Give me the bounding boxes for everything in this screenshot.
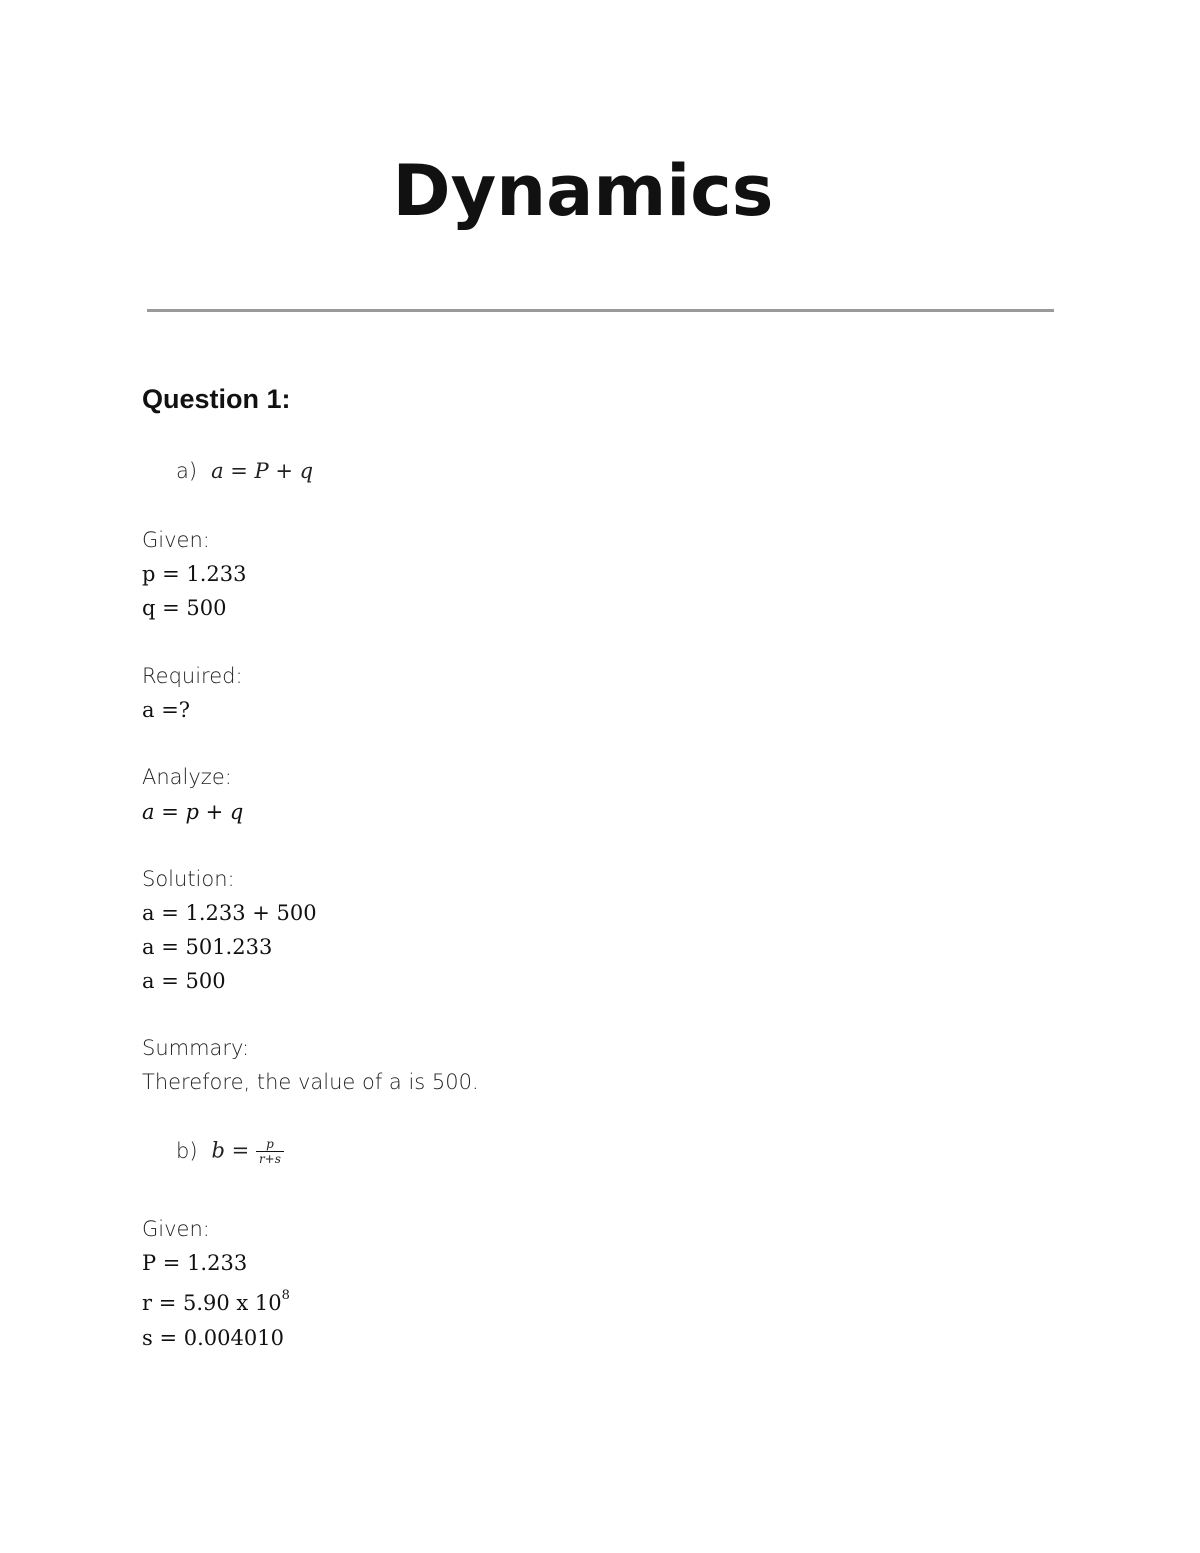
given-b-line-2: [142, 1288, 290, 1315]
part-b-marker: b): [176, 1138, 198, 1163]
horizontal-divider: [147, 309, 1054, 312]
part-a-formula: a = P + q: [211, 459, 314, 483]
solution-a-line-2: a = 501.233: [142, 935, 273, 959]
solution-a-line-1: a = 1.233 + 500: [142, 901, 317, 925]
part-a-statement: [176, 459, 313, 483]
page-title: Dynamics: [392, 150, 774, 232]
fraction-denominator: r+s: [256, 1151, 284, 1166]
solution-a-line-3: a = 500: [142, 969, 226, 993]
analyze-label-a: Analyze:: [142, 765, 232, 789]
summary-label-a: Summary:: [142, 1036, 250, 1060]
exponent: 8: [281, 1288, 290, 1303]
part-a-marker: a): [176, 459, 198, 483]
required-label-a: Required:: [142, 664, 243, 688]
question-heading: Question 1:: [142, 384, 291, 414]
part-b-lhs: b =: [211, 1138, 250, 1163]
given-label-a: Given:: [142, 528, 210, 552]
given-a-line-1: p = 1.233: [142, 562, 247, 586]
summary-a-text: Therefore, the value of a is 500.: [142, 1070, 479, 1094]
given-b-line-2-base: r = 5.90 x 10: [142, 1291, 282, 1315]
given-label-b: Given:: [142, 1217, 210, 1241]
given-b-line-1: P = 1.233: [142, 1251, 248, 1275]
given-a-line-2: q = 500: [142, 596, 227, 620]
fraction-numerator: p: [266, 1137, 274, 1151]
required-a-value: a =?: [142, 698, 191, 722]
given-b-line-3: s = 0.004010: [142, 1326, 284, 1350]
part-b-statement: [176, 1137, 284, 1166]
part-b-fraction: [256, 1137, 284, 1166]
solution-label-a: Solution:: [142, 867, 235, 891]
analyze-a-value: a = p + q: [142, 800, 244, 824]
